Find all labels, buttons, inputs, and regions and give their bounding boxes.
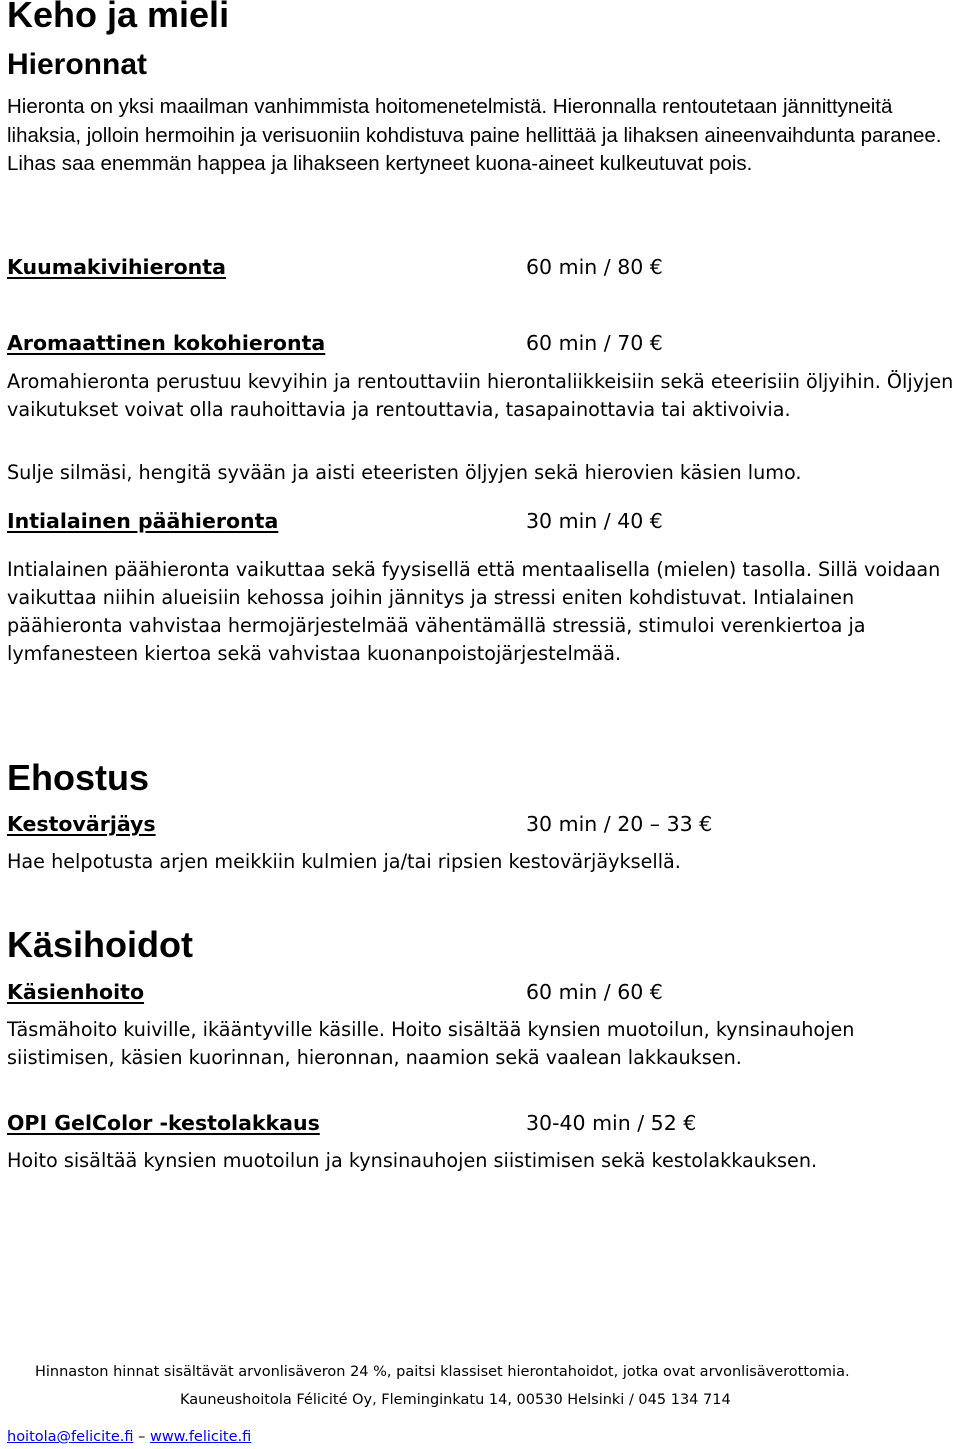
service-description-aromaattinen-2: Sulje silmäsi, hengitä syvään ja aisti eteeristen öljyjen sekä hierovien käsien lumo. bbox=[7, 461, 802, 484]
service-name-aromaattinen: Aromaattinen kokohieronta bbox=[7, 331, 326, 355]
service-price-intialainen: 30 min / 40 € bbox=[526, 509, 663, 533]
service-name-intialainen: Intialainen päähieronta bbox=[7, 509, 279, 533]
service-name-kestovarjays: Kestovärjäys bbox=[7, 812, 156, 836]
section-title-keho: Keho ja mieli bbox=[7, 0, 230, 35]
service-price-aromaattinen: 60 min / 70 € bbox=[526, 331, 663, 355]
section-subtitle-hieronnat: Hieronnat bbox=[7, 48, 148, 81]
intro-paragraph: Hieronta on yksi maailman vanhimmista hoitomenetelmistä. Hieronnalla rentoutetaan jännittyneitä lihaksia, jolloin hermoihin ja verisuoniin kohdistuva paine hellittää ja lihaksen aineenvaihdunta paranee. Lihas saa enemmän happea ja lihakseen kertyneet kuona-aineet kulkeutuvat pois. bbox=[7, 95, 942, 175]
service-description-intialainen: Intialainen päähieronta vaikuttaa sekä fyysisellä että mentaalisella (mielen) tasolla. Sillä voidaan vaikuttaa niihin alueisiin kehossa joihin jännitys ja stressi eniten kohdistuvat. Intialainen päähieronta vahvistaa hermojärjestelmää vähentämällä stressiä, stimuloi verenkiertoa ja lymfanesteen kiertoa sekä vahvistaa kuonanpoistojärjestelmää. bbox=[7, 558, 941, 665]
service-name-opi-gelcolor: OPI GelColor -kestolakkaus bbox=[7, 1111, 320, 1135]
service-description-kestovarjays: Hae helpotusta arjen meikkiin kulmien ja/tai ripsien kestovärjäyksellä. bbox=[7, 850, 681, 873]
service-description-kasienhoito: Täsmähoito kuiville, ikääntyville käsille. Hoito sisältää kynsien muotoilun, kynsinauhojen siistimisen, käsien kuorinnan, hieronnan, naamion sekä vaalean lakkauksen. bbox=[7, 1018, 855, 1069]
service-price-kuumakivihieronta: 60 min / 80 € bbox=[526, 255, 663, 279]
service-price-kestovarjays: 30 min / 20 – 33 € bbox=[526, 812, 713, 836]
footer-separator: – bbox=[138, 1429, 146, 1445]
service-name-kuumakivihieronta: Kuumakivihieronta bbox=[7, 255, 226, 279]
footer-contact-links bbox=[7, 1427, 251, 1447]
footer-company-info: Kauneushoitola Félicité Oy, Fleminginkatu 14, 00530 Helsinki / 045 134 714 bbox=[180, 1392, 731, 1408]
service-price-kasienhoito: 60 min / 60 € bbox=[526, 980, 663, 1004]
section-title-ehostus: Ehostus bbox=[7, 757, 150, 798]
service-price-opi-gelcolor: 30-40 min / 52 € bbox=[526, 1111, 697, 1135]
service-description-opi-gelcolor: Hoito sisältää kynsien muotoilun ja kynsinauhojen siistimisen sekä kestolakkauksen. bbox=[7, 1149, 818, 1172]
email-link[interactable]: hoitola@felicite.fi bbox=[7, 1429, 134, 1445]
service-name-kasienhoito: Käsienhoito bbox=[7, 980, 145, 1004]
section-title-kasihoidot: Käsihoidot bbox=[7, 924, 193, 965]
footer-vat-note: Hinnaston hinnat sisältävät arvonlisäveron 24 %, paitsi klassiset hierontahoidot, jotka ovat arvonlisäverottomia. bbox=[35, 1364, 850, 1380]
service-description-aromaattinen: Aromahieronta perustuu kevyihin ja rentouttaviin hierontaliikkeisiin sekä eteerisiin öljyihin. Öljyjen vaikutukset voivat olla rauhoittavia ja rentouttavia, tasapainottavia tai aktivoivia. bbox=[7, 370, 954, 421]
website-link[interactable]: www.felicite.fi bbox=[149, 1429, 252, 1445]
